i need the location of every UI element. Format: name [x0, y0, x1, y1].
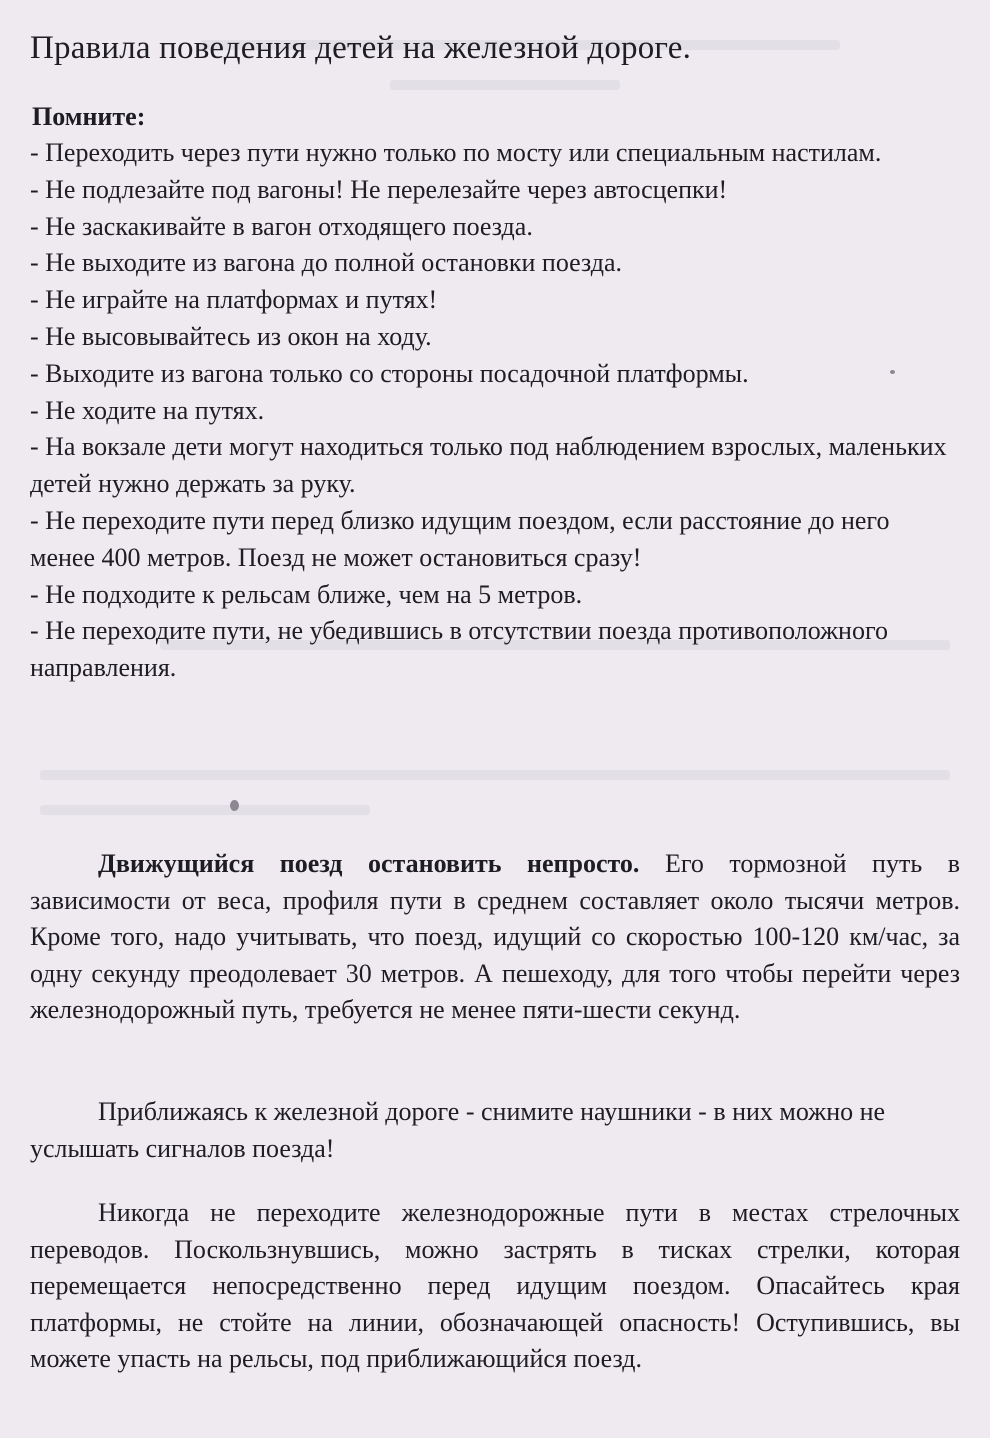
rule-item: - Не выходите из вагона до полной остановки поезда. [30, 248, 623, 278]
page-title: Правила поведения детей на железной дороге. [30, 30, 692, 66]
braking-distance-lead: Движущийся поезд остановить непросто. [98, 849, 640, 878]
rule-item: - Не заскакивайте в вагон отходящего поезда. [30, 211, 533, 241]
headphones-paragraph: Приближаясь к железной дороге - снимите наушники - в них можно не услышать сигналов поезда! [30, 1097, 886, 1163]
rules-list [30, 135, 960, 687]
rule-item: - Не высовывайтесь из окон на ходу. [30, 321, 432, 351]
rule-item: - Не переходите пути перед близко идущим поездом, если расстояние до него менее 400 метров. Поезд не может остановиться сразу! [30, 505, 890, 572]
bleed-through [390, 80, 620, 90]
rule-item: - Переходить через пути нужно только по мосту или специальным настилам. [30, 138, 882, 167]
switches-paragraph: Никогда не переходите железнодорожные пути в местах стрелочных переводов. Поскользнувшись, можно застрять в тисках стрелки, которая перемещается непосредственно перед идущим поездом. Опасайтесь края платформы, не стойте на линии, обозначающей опасность! Оступившись, вы можете упасть на рельсы, под приближающийся поезд. [30, 1198, 960, 1373]
rule-item: - Не ходите на путях. [30, 395, 265, 425]
rule-item: - Не подлезайте под вагоны! Не перелезайте через автосцепки! [30, 174, 728, 204]
ink-speck [230, 800, 239, 811]
rule-item: - Не переходите пути, не убедившись в отсутствии поезда противоположного направления. [30, 616, 888, 683]
braking-distance-paragraph [30, 846, 960, 1029]
reminder-heading: Помните: [32, 102, 146, 131]
rule-item: - На вокзале дети могут находиться только под наблюдением взрослых, маленьких детей нужно держать за руку. [30, 432, 947, 499]
rule-item: - Не играйте на платформах и путях! [30, 285, 438, 315]
braking-distance-text: Его тормозной путь в зависимости от веса, профиля пути в среднем составляет около тысячи метров. Кроме того, надо учитывать, что поезд, идущий со скоростью 100-120 км/час, за одну секунду преодолевает 30 метров. А пешеходу, для того чтобы перейти через железнодорожный путь, требуется не менее пяти-шести секунд. [30, 849, 960, 1024]
rule-item: - Не подходите к рельсам ближе, чем на 5 метров. [30, 579, 583, 609]
bleed-through [40, 805, 370, 815]
rule-item: - Выходите из вагона только со стороны посадочной платформы. [30, 358, 749, 388]
bleed-through [40, 770, 950, 780]
